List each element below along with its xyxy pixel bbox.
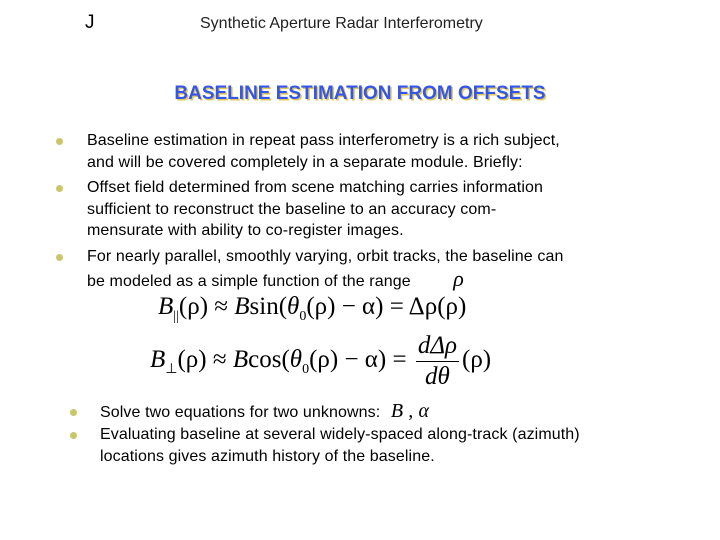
equation-parallel-baseline	[158, 293, 466, 325]
bullet-line: locations gives azimuth history of the baseline.	[100, 447, 435, 465]
bullet-marker	[56, 254, 63, 261]
eq1-fn: sin(	[249, 293, 288, 320]
bullet-line: Baseline estimation in repeat pass interferometry is a rich subject,	[87, 132, 560, 149]
eq2-frac-num: dΔρ	[416, 332, 459, 362]
eq1-inner: (ρ) − α) = Δρ(ρ)	[306, 293, 467, 320]
eq2-theta-sub: 0	[302, 362, 310, 378]
bullet-marker	[56, 185, 63, 192]
bullet-line: and will be covered completely in a separate module. Briefly:	[87, 153, 523, 171]
bullet-line-text: be modeled as a simple function of the range	[87, 272, 411, 290]
bullet-marker	[70, 432, 77, 439]
eq2-coef: B	[232, 346, 249, 374]
eq2-frac-den: dθ	[425, 363, 450, 390]
bullet-marker	[56, 138, 63, 145]
eq1-lhs-sub: ||	[173, 309, 179, 324]
eq2-lhs: B	[150, 346, 166, 374]
eq1-theta-sub: 0	[299, 309, 307, 324]
bullet-text	[100, 424, 580, 467]
eq2-inner: (ρ) − α) =	[309, 346, 413, 374]
bullet-text	[100, 401, 429, 424]
eq1-coef: B	[234, 293, 250, 320]
bullet-line: For nearly parallel, smoothly varying, orbit tracks, the baseline can	[87, 248, 564, 265]
eq2-arg: (ρ) ≈	[177, 346, 233, 374]
eq2-lhs-sub: ⊥	[165, 362, 178, 378]
eq1-lhs: B	[158, 293, 174, 320]
bullet-line	[87, 265, 563, 293]
bullet-line	[100, 401, 429, 424]
eq1-theta: θ	[287, 293, 300, 320]
rho-symbol: ρ	[453, 265, 464, 291]
slide-title: BASELINE ESTIMATION FROM OFFSETS	[174, 83, 546, 104]
bullet-text	[87, 130, 560, 173]
bullet-line: sufficient to reconstruct the baseline to an accuracy com-	[87, 200, 497, 218]
eq1-arg: (ρ) ≈	[178, 293, 235, 320]
equation-perpendicular-baseline	[150, 332, 491, 391]
bullet-text	[87, 246, 563, 292]
eq2-fn: cos(	[248, 346, 290, 374]
eq2-tail: (ρ)	[462, 346, 492, 374]
unknowns-symbol: B , α	[390, 400, 430, 422]
bullet-text	[87, 177, 543, 242]
eq2-fraction	[416, 332, 459, 391]
header-title: Synthetic Aperture Radar Interferometry	[200, 15, 483, 32]
bullet-line: mensurate with ability to co-register images.	[87, 222, 404, 239]
eq2-theta: θ	[289, 346, 303, 374]
bullet-line-text: Solve two equations for two unknowns:	[100, 404, 381, 421]
bullet-line: Evaluating baseline at several widely-spaced along-track (azimuth)	[100, 426, 580, 443]
header-letter: J	[85, 12, 95, 33]
bullet-line: Offset field determined from scene matching carries information	[87, 179, 543, 196]
bullet-marker	[70, 409, 77, 416]
